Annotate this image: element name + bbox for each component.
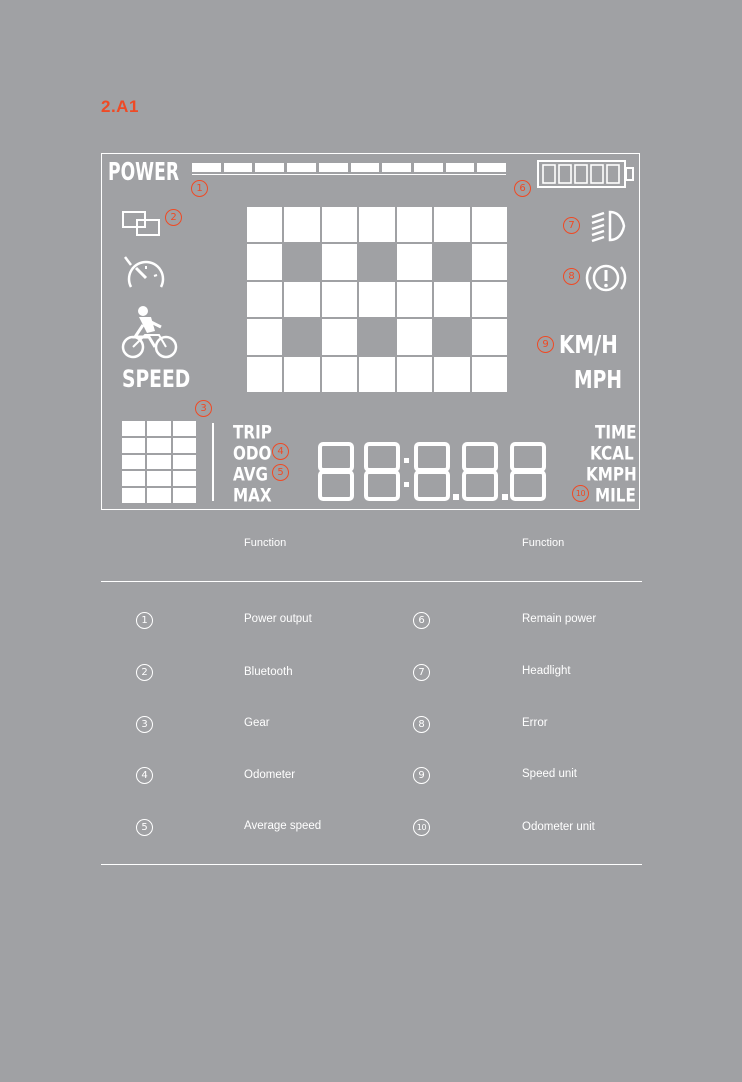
seven-segment-digits: [316, 440, 556, 504]
speedometer-icon: [121, 253, 169, 297]
table-bottom-rule: [101, 864, 642, 865]
mode-avg: AVG: [233, 463, 268, 485]
marker-3: 3: [195, 400, 212, 417]
speed-label: SPEED: [122, 366, 191, 394]
error-icon: [585, 261, 627, 295]
row-number: 8: [413, 716, 430, 733]
row-label: Remain power: [522, 613, 597, 625]
marker-10: 10: [572, 485, 589, 502]
row-number: 4: [136, 767, 153, 784]
bluetooth-icon: [121, 209, 163, 239]
row-number: 5: [136, 819, 153, 836]
row-label: Bluetooth: [244, 666, 293, 678]
cyclist-icon: [121, 305, 179, 359]
row-number: 3: [136, 716, 153, 733]
row-number: 6: [413, 612, 430, 629]
gear-indicator-grid: [122, 421, 196, 503]
marker-8: 8: [563, 268, 580, 285]
table-top-rule: [101, 581, 642, 582]
unit-kcal: KCAL: [590, 442, 634, 464]
mode-trip: TRIP: [233, 421, 272, 443]
divider-line: [212, 423, 214, 501]
row-number: 7: [413, 664, 430, 681]
unit-time: TIME: [595, 421, 637, 443]
row-label: Average speed: [244, 820, 322, 832]
column-header-left: Function: [244, 537, 287, 549]
power-bar-baseline: [192, 174, 506, 175]
power-output-bar: [192, 163, 506, 172]
speed-unit-kmh: KM/H: [559, 331, 618, 360]
row-number: 1: [136, 612, 153, 629]
row-label: Error: [522, 717, 548, 729]
marker-6: 6: [514, 180, 531, 197]
row-label: Gear: [244, 717, 270, 729]
marker-9: 9: [537, 336, 554, 353]
section-title: 2.A1: [101, 97, 139, 116]
row-label: Power output: [244, 613, 312, 625]
mode-odo: ODO: [233, 442, 272, 464]
battery-icon: [537, 159, 635, 189]
row-label: Odometer: [244, 769, 296, 781]
power-label: POWER: [108, 158, 180, 187]
marker-2: 2: [165, 209, 182, 226]
mode-max: MAX: [233, 484, 272, 506]
marker-4: 4: [272, 443, 289, 460]
column-header-right: Function: [522, 537, 565, 549]
row-number: 2: [136, 664, 153, 681]
row-number: 10: [413, 819, 430, 836]
marker-7: 7: [563, 217, 580, 234]
headlight-icon: [586, 209, 628, 243]
row-label: Odometer unit: [522, 821, 595, 833]
row-label: Speed unit: [522, 768, 577, 780]
speed-unit-mph: MPH: [574, 366, 622, 395]
row-number: 9: [413, 767, 430, 784]
marker-5: 5: [272, 464, 289, 481]
unit-kmph: KMPH: [586, 463, 637, 485]
unit-mile: MILE: [595, 484, 636, 506]
row-label: Headlight: [522, 665, 571, 677]
dot-matrix-display: [247, 207, 507, 392]
marker-1: 1: [191, 180, 208, 197]
